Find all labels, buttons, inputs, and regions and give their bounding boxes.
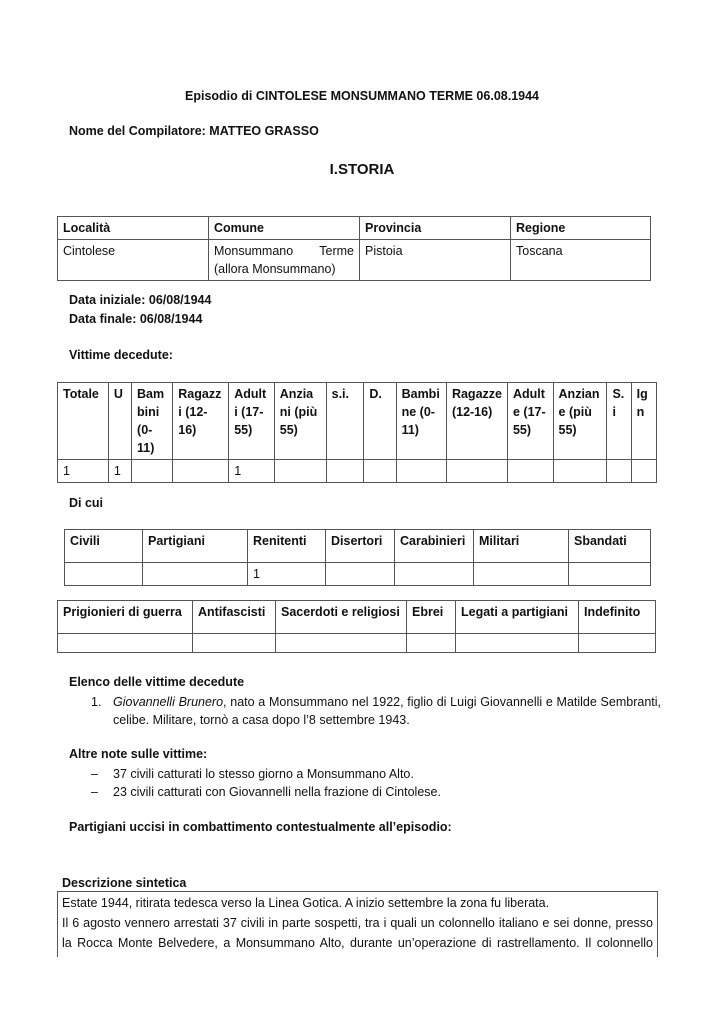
header-line: 55) — [279, 423, 298, 437]
table-header-cell: Prigionieri di guerra — [58, 601, 193, 634]
table-cell: Pistoia — [360, 240, 511, 281]
table-header-cell: Ebrei — [407, 601, 456, 634]
table-row — [65, 563, 651, 586]
note-text: 37 civili catturati lo stesso giorno a Monsummano Alto. — [113, 767, 414, 781]
description-title: Descrizione sintetica — [62, 876, 187, 890]
table-header-cell — [108, 383, 131, 460]
table-cell — [579, 634, 656, 653]
table-cell — [364, 460, 396, 483]
table-cell — [143, 563, 248, 586]
table-row — [58, 601, 656, 634]
table-cell: Toscana — [511, 240, 651, 281]
header-line: ne (0- — [401, 405, 435, 419]
victim-entry — [91, 693, 661, 729]
description-line: la Rocca Monte Belvedere, a Monsummano Alto, durante un’operazione di rastrellamento. Il colonnello — [62, 936, 653, 950]
table-header-cell — [607, 383, 631, 460]
table-header-cell: Partigiani — [143, 530, 248, 563]
end-date: Data finale: 06/08/1944 — [69, 312, 203, 326]
table-cell — [276, 634, 407, 653]
table-cell — [209, 240, 360, 281]
table-cell — [396, 460, 446, 483]
episode-title: Episodio di CINTOLESE MONSUMMANO TERME 06.08.1944 — [185, 89, 539, 103]
list-item — [69, 765, 659, 783]
table-header-cell — [58, 383, 109, 460]
comune-value: Monsummano Terme — [214, 244, 354, 258]
header-line: 55) — [512, 423, 532, 437]
victim-details: , nato a Monsummano nel 1922, figlio di Luigi Giovannelli e Matilde Sembranti, — [223, 695, 661, 709]
table-header-cell — [132, 383, 173, 460]
table-cell — [553, 460, 607, 483]
header-line: Bam — [137, 387, 165, 401]
table-header-cell: Località — [58, 217, 209, 240]
table-cell — [65, 563, 143, 586]
header-line: U — [113, 387, 123, 401]
header-line: D. — [369, 387, 382, 401]
header-line: e (17- — [512, 405, 546, 419]
table-cell — [569, 563, 651, 586]
table-cell — [132, 460, 173, 483]
compiler-name: Nome del Compilatore: MATTEO GRASSO — [69, 124, 319, 138]
header-line: i — [612, 405, 616, 419]
header-line: bini — [137, 405, 160, 419]
header-line: 16) — [178, 423, 197, 437]
table-cell: 1 — [248, 563, 326, 586]
table-cell — [446, 460, 507, 483]
table-row — [58, 217, 651, 240]
table-row — [58, 383, 657, 460]
table-row — [58, 240, 651, 281]
table-header-cell: Civili — [65, 530, 143, 563]
table-row — [58, 460, 657, 483]
header-line: 55) — [234, 423, 253, 437]
victim-name: Giovannelli Brunero — [113, 695, 224, 709]
table-cell — [58, 634, 193, 653]
header-line: e (più — [558, 405, 592, 419]
table-cell — [193, 634, 276, 653]
start-date: Data iniziale: 06/08/1944 — [69, 293, 212, 307]
header-line: (0- — [137, 423, 153, 437]
header-line: 11) — [401, 423, 419, 437]
table-header-cell — [326, 383, 364, 460]
table-header-cell — [229, 383, 275, 460]
table-row — [58, 634, 656, 653]
table-header-cell — [507, 383, 553, 460]
table-header-cell — [553, 383, 607, 460]
header-line: i (12- — [178, 405, 208, 419]
victim-details-cont: celibe. Militare, tornò a casa dopo l’8 settembre 1943. — [113, 713, 410, 727]
comune-note: (allora Monsummano) — [214, 262, 336, 276]
description-box — [57, 891, 658, 957]
table-header-cell: Comune — [209, 217, 360, 240]
header-line: Bambi — [401, 387, 440, 401]
table-header-cell: Disertori — [326, 530, 395, 563]
victims-list-title: Elenco delle vittime decedute — [69, 675, 245, 689]
section-title: I.STORIA — [329, 161, 395, 178]
table-cell — [507, 460, 553, 483]
other-notes-list — [69, 765, 659, 801]
table-header-cell: Sacerdoti e religiosi — [276, 601, 407, 634]
list-number: 1. — [91, 695, 102, 709]
header-line: Ragazz — [178, 387, 222, 401]
table-header-cell — [364, 383, 396, 460]
table-header-cell: Sbandati — [569, 530, 651, 563]
header-line: i (17- — [234, 405, 264, 419]
list-item — [69, 783, 659, 801]
table-cell — [407, 634, 456, 653]
table-header-cell: Renitenti — [248, 530, 326, 563]
table-cell: 1 — [229, 460, 275, 483]
header-line: Anzia — [279, 387, 314, 401]
table-header-cell: Carabinieri — [395, 530, 474, 563]
description-line: Il 6 agosto vennero arrestati 37 civili in parte sospetti, tra i quali un colonnello italiano e sei donne, presso — [62, 916, 653, 930]
header-line: Anzian — [558, 387, 600, 401]
other-notes-title: Altre note sulle vittime: — [69, 747, 208, 761]
table-header-cell — [446, 383, 507, 460]
location-table — [57, 216, 651, 281]
table-cell — [173, 460, 229, 483]
dash-marker: – — [91, 767, 98, 781]
table-cell — [326, 563, 395, 586]
table-cell — [326, 460, 364, 483]
header-line: ni (più — [279, 405, 318, 419]
table-cell — [274, 460, 326, 483]
table-row — [65, 530, 651, 563]
di-cui-table-2 — [57, 600, 656, 653]
victims-label: Vittime decedute: — [69, 348, 173, 362]
header-line: n — [636, 405, 645, 419]
table-header-cell: Legati a partigiani — [456, 601, 579, 634]
table-header-cell: Militari — [474, 530, 569, 563]
header-line: s.i. — [331, 387, 349, 401]
table-header-cell: Regione — [511, 217, 651, 240]
header-line: (12-16) — [451, 405, 493, 419]
table-header-cell: Indefinito — [579, 601, 656, 634]
header-line: Adult — [512, 387, 545, 401]
partisans-title: Partigiani uccisi in combattimento contestualmente all’episodio: — [69, 820, 452, 834]
description-line: Estate 1944, ritirata tedesca verso la Linea Gotica. A inizio settembre la zona fu liberata. — [62, 896, 550, 910]
table-header-cell — [631, 383, 656, 460]
table-cell — [474, 563, 569, 586]
table-cell: 1 — [58, 460, 109, 483]
header-line: S. — [612, 387, 625, 401]
table-cell — [456, 634, 579, 653]
table-header-cell: Provincia — [360, 217, 511, 240]
table-cell — [631, 460, 656, 483]
table-cell — [395, 563, 474, 586]
table-header-cell — [173, 383, 229, 460]
victims-table — [57, 382, 657, 483]
header-line: Ig — [636, 387, 648, 401]
table-header-cell — [274, 383, 326, 460]
note-text: 23 civili catturati con Giovannelli nella frazione di Cintolese. — [113, 785, 441, 799]
table-cell — [607, 460, 631, 483]
header-line: 11) — [137, 441, 155, 455]
di-cui-label: Di cui — [69, 496, 104, 510]
header-line: 55) — [558, 423, 577, 437]
table-header-cell: Antifascisti — [193, 601, 276, 634]
header-line: Totale — [63, 387, 99, 401]
table-cell: 1 — [108, 460, 131, 483]
di-cui-table-1 — [64, 529, 651, 586]
table-header-cell — [396, 383, 446, 460]
header-line: Ragazze — [451, 387, 502, 401]
table-cell: Cintolese — [58, 240, 209, 281]
header-line: Adult — [234, 387, 267, 401]
dash-marker: – — [91, 785, 98, 799]
